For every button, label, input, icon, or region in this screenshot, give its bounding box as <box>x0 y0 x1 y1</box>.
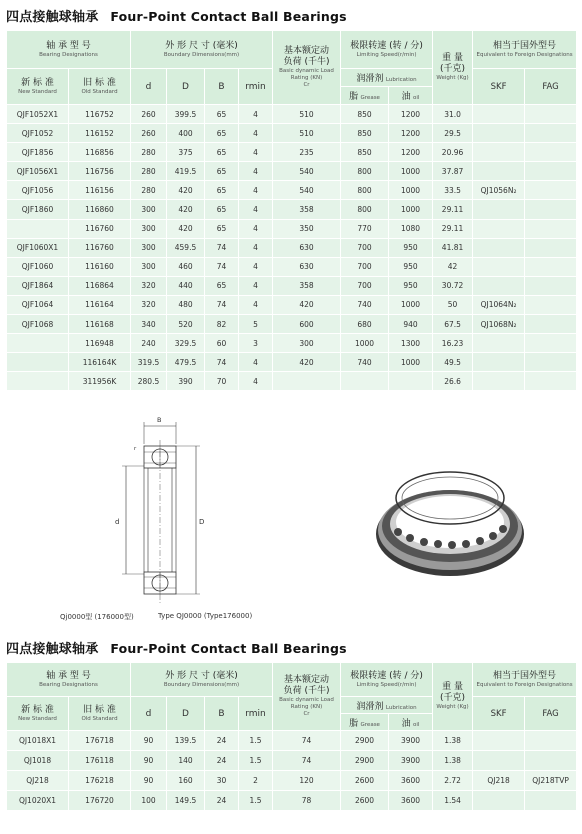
table-row <box>7 771 577 791</box>
cell-skf <box>473 334 525 353</box>
bearing-table-2 <box>6 662 577 811</box>
table-row <box>7 105 577 124</box>
cell-w: 29.11 <box>433 219 473 238</box>
label-B: B <box>157 416 162 424</box>
cell-D: 329.5 <box>167 334 205 353</box>
header-weight: 重 量 (千克) Weight (Kg) <box>433 663 473 731</box>
cell-grease: 850 <box>341 143 389 162</box>
table-row <box>7 143 577 162</box>
cell-grease: 700 <box>341 257 389 276</box>
cell-D: 400 <box>167 124 205 143</box>
cell-w: 41.81 <box>433 238 473 257</box>
cell-fag <box>525 295 577 314</box>
title-cn: 四点接触球轴承 <box>6 642 99 657</box>
cell-skf <box>473 124 525 143</box>
cell-skf: QJ1064N₂ <box>473 295 525 314</box>
header-oil: 油 oil <box>389 87 433 105</box>
bearing-cross-section-drawing <box>0 414 582 628</box>
cell-old: 311956K <box>69 372 131 391</box>
cell-oil: 1000 <box>389 200 433 219</box>
cell-r: 4 <box>239 295 273 314</box>
cell-skf <box>473 372 525 391</box>
cell-d: 280.5 <box>131 372 167 391</box>
cell-fag <box>525 162 577 181</box>
cell-d: 340 <box>131 315 167 334</box>
cell-r: 4 <box>239 105 273 124</box>
cell-B: 60 <box>205 334 239 353</box>
cell-D: 419.5 <box>167 162 205 181</box>
cell-fag <box>525 791 577 811</box>
table-row <box>7 124 577 143</box>
table-row <box>7 791 577 811</box>
cell-r: 1.5 <box>239 731 273 751</box>
cell-cr: 630 <box>273 257 341 276</box>
cell-w: 30.72 <box>433 276 473 295</box>
table-row <box>7 219 577 238</box>
cell-old: 116760 <box>69 238 131 257</box>
cell-skf <box>473 276 525 295</box>
cell-skf <box>473 731 525 751</box>
section-title-1 <box>6 6 347 25</box>
cell-fag <box>525 181 577 200</box>
cell-fag <box>525 219 577 238</box>
cell-B: 74 <box>205 238 239 257</box>
cell-w: 33.5 <box>433 181 473 200</box>
cell-D: 459.5 <box>167 238 205 257</box>
cell-grease: 770 <box>341 219 389 238</box>
cell-old: 116168 <box>69 315 131 334</box>
cell-new: QJ218 <box>7 771 69 791</box>
cell-r: 5 <box>239 315 273 334</box>
cell-d: 100 <box>131 791 167 811</box>
cell-cr: 358 <box>273 276 341 295</box>
cell-oil: 1300 <box>389 334 433 353</box>
cell-D: 160 <box>167 771 205 791</box>
cell-fag <box>525 257 577 276</box>
cell-oil: 1000 <box>389 295 433 314</box>
cell-new: QJF1856 <box>7 143 69 162</box>
cell-d: 300 <box>131 257 167 276</box>
cell-cr: 420 <box>273 353 341 372</box>
cell-r: 2 <box>239 771 273 791</box>
title-en: Four-Point Contact Ball Bearings <box>110 9 347 24</box>
cell-fag <box>525 124 577 143</box>
cell-grease: 700 <box>341 276 389 295</box>
header-equiv: 相当于国外型号 Equivalent to Foreign Designations <box>473 31 577 69</box>
cell-old: 116756 <box>69 162 131 181</box>
cell-B: 70 <box>205 372 239 391</box>
cell-new <box>7 334 69 353</box>
cell-D: 420 <box>167 200 205 219</box>
header-load: 基本额定动 负荷 (千牛) Basic dynamic Load Rating (KN) Cr <box>273 663 341 731</box>
cell-skf <box>473 105 525 124</box>
cell-r: 4 <box>239 219 273 238</box>
header-weight: 重 量 (千克) Weight (Kg) <box>433 31 473 105</box>
cell-B: 30 <box>205 771 239 791</box>
header-load: 基本额定动 负荷 (千牛) Basic dynamic Load Rating (KN) Cr <box>273 31 341 105</box>
header-skf: SKF <box>473 69 525 105</box>
table-row <box>7 181 577 200</box>
cell-new: QJF1060 <box>7 257 69 276</box>
cell-oil: 1000 <box>389 181 433 200</box>
header-skf: SKF <box>473 697 525 731</box>
cell-fag <box>525 353 577 372</box>
cell-D: 480 <box>167 295 205 314</box>
cell-w: 29.5 <box>433 124 473 143</box>
header-B: B <box>205 69 239 105</box>
cell-w: 1.54 <box>433 791 473 811</box>
cell-r: 4 <box>239 143 273 162</box>
cell-w: 26.6 <box>433 372 473 391</box>
cell-oil: 1080 <box>389 219 433 238</box>
cell-new <box>7 372 69 391</box>
cell-cr: 540 <box>273 181 341 200</box>
cell-skf <box>473 791 525 811</box>
cell-r: 1.5 <box>239 791 273 811</box>
cell-cr: 350 <box>273 219 341 238</box>
cell-fag <box>525 334 577 353</box>
cell-B: 65 <box>205 219 239 238</box>
cell-new: QJ1018 <box>7 751 69 771</box>
cell-fag <box>525 315 577 334</box>
cell-oil: 1200 <box>389 105 433 124</box>
cell-D: 139.5 <box>167 731 205 751</box>
cell-grease: 740 <box>341 295 389 314</box>
table-row <box>7 353 577 372</box>
cell-B: 65 <box>205 105 239 124</box>
cell-w: 1.38 <box>433 751 473 771</box>
cell-oil: 1200 <box>389 143 433 162</box>
cell-D: 149.5 <box>167 791 205 811</box>
cell-old: 116164 <box>69 295 131 314</box>
figure-caption-en: Type QJ0000 (Type176000) <box>158 612 253 620</box>
cell-old: 176218 <box>69 771 131 791</box>
title-en: Four-Point Contact Ball Bearings <box>110 641 347 656</box>
header-D: D <box>167 69 205 105</box>
cell-grease: 800 <box>341 162 389 181</box>
header-bearing: 轴 承 型 号 Bearing Designations <box>7 663 131 697</box>
cell-grease <box>341 372 389 391</box>
cell-r: 1.5 <box>239 751 273 771</box>
cell-old: 116152 <box>69 124 131 143</box>
cell-w: 50 <box>433 295 473 314</box>
cell-cr: 510 <box>273 124 341 143</box>
cell-old: 116948 <box>69 334 131 353</box>
cell-cr: 300 <box>273 334 341 353</box>
cell-oil: 3900 <box>389 731 433 751</box>
cell-d: 300 <box>131 238 167 257</box>
cell-fag <box>525 372 577 391</box>
cell-cr: 358 <box>273 200 341 219</box>
cell-grease: 2900 <box>341 751 389 771</box>
header-equiv: 相当于国外型号 Equivalent to Foreign Designations <box>473 663 577 697</box>
cell-B: 74 <box>205 257 239 276</box>
cell-grease: 2600 <box>341 791 389 811</box>
cell-B: 74 <box>205 353 239 372</box>
table-row <box>7 295 577 314</box>
cell-w: 20.96 <box>433 143 473 162</box>
cell-oil: 1000 <box>389 162 433 181</box>
header-d: d <box>131 697 167 731</box>
header-grease: 脂 Grease <box>341 714 389 731</box>
cell-old: 176118 <box>69 751 131 771</box>
cell-skf <box>473 353 525 372</box>
cell-cr: 600 <box>273 315 341 334</box>
cell-cr: 540 <box>273 162 341 181</box>
cell-old: 116156 <box>69 181 131 200</box>
cell-new: QJF1060X1 <box>7 238 69 257</box>
cell-w: 37.87 <box>433 162 473 181</box>
cell-cr: 630 <box>273 238 341 257</box>
cell-grease: 800 <box>341 181 389 200</box>
cell-d: 240 <box>131 334 167 353</box>
cell-oil: 940 <box>389 315 433 334</box>
cell-new <box>7 219 69 238</box>
cell-fag <box>525 105 577 124</box>
cell-old: 116860 <box>69 200 131 219</box>
cell-fag <box>525 238 577 257</box>
cell-new: QJF1056X1 <box>7 162 69 181</box>
cell-w: 16.23 <box>433 334 473 353</box>
cell-D: 140 <box>167 751 205 771</box>
title-cn: 四点接触球轴承 <box>6 10 99 25</box>
cell-grease: 850 <box>341 124 389 143</box>
table-row <box>7 731 577 751</box>
cell-d: 90 <box>131 751 167 771</box>
cell-d: 280 <box>131 181 167 200</box>
cell-D: 479.5 <box>167 353 205 372</box>
table-row <box>7 334 577 353</box>
cell-d: 319.5 <box>131 353 167 372</box>
cell-D: 520 <box>167 315 205 334</box>
cell-skf: QJ218 <box>473 771 525 791</box>
cell-grease: 740 <box>341 353 389 372</box>
section-title-2 <box>6 638 347 657</box>
cell-B: 65 <box>205 143 239 162</box>
table-row <box>7 162 577 181</box>
cell-skf: QJ1068N₂ <box>473 315 525 334</box>
cell-r: 3 <box>239 334 273 353</box>
cell-fag <box>525 276 577 295</box>
cell-oil: 950 <box>389 238 433 257</box>
cell-oil: 1000 <box>389 353 433 372</box>
header-fag: FAG <box>525 69 577 105</box>
bearing-table-1 <box>6 30 577 391</box>
cell-B: 74 <box>205 295 239 314</box>
cell-d: 320 <box>131 276 167 295</box>
table-row <box>7 751 577 771</box>
cell-cr: 74 <box>273 751 341 771</box>
label-D: D <box>199 518 205 526</box>
cell-oil: 1200 <box>389 124 433 143</box>
cell-cr: 78 <box>273 791 341 811</box>
cell-r: 4 <box>239 372 273 391</box>
cell-w: 49.5 <box>433 353 473 372</box>
cell-B: 65 <box>205 181 239 200</box>
cell-skf <box>473 200 525 219</box>
cell-new: QJF1052X1 <box>7 105 69 124</box>
cell-d: 320 <box>131 295 167 314</box>
cell-grease: 850 <box>341 105 389 124</box>
cell-fag <box>525 200 577 219</box>
cell-d: 300 <box>131 200 167 219</box>
header-bearing: 轴 承 型 号 Bearing Designations <box>7 31 131 69</box>
cell-B: 24 <box>205 751 239 771</box>
header-new: 新 标 准 New Standard <box>7 69 69 105</box>
cell-w: 1.38 <box>433 731 473 751</box>
cell-B: 24 <box>205 791 239 811</box>
table-row <box>7 276 577 295</box>
table-row <box>7 200 577 219</box>
cell-B: 65 <box>205 124 239 143</box>
cell-D: 420 <box>167 181 205 200</box>
cell-grease: 800 <box>341 200 389 219</box>
label-r: r <box>134 446 137 452</box>
figure-area <box>0 414 582 628</box>
cell-D: 375 <box>167 143 205 162</box>
cell-fag <box>525 751 577 771</box>
cell-new: QJ1018X1 <box>7 731 69 751</box>
header-speed: 极限转速 (转 / 分) Limiting Speed(r/min) <box>341 663 433 697</box>
cell-d: 280 <box>131 162 167 181</box>
table-row <box>7 315 577 334</box>
header-d: d <box>131 69 167 105</box>
cell-skf: QJ1056N₂ <box>473 181 525 200</box>
cell-r: 4 <box>239 124 273 143</box>
cell-cr: 510 <box>273 105 341 124</box>
cell-skf <box>473 143 525 162</box>
header-lubrication: 润滑剂 Lubrication <box>341 697 433 714</box>
cell-grease: 2600 <box>341 771 389 791</box>
table-row <box>7 238 577 257</box>
cell-new: QJ1020X1 <box>7 791 69 811</box>
cell-fag <box>525 731 577 751</box>
cell-r: 4 <box>239 238 273 257</box>
cell-new: QJF1860 <box>7 200 69 219</box>
cell-old: 176718 <box>69 731 131 751</box>
cell-d: 90 <box>131 771 167 791</box>
header-rmin: rmin <box>239 69 273 105</box>
cell-grease: 1000 <box>341 334 389 353</box>
cell-B: 82 <box>205 315 239 334</box>
figure-caption-cn: Qj0000型 (176000型) <box>60 613 134 621</box>
cell-new: QJF1068 <box>7 315 69 334</box>
header-grease: 脂 Grease <box>341 87 389 105</box>
cell-grease: 2900 <box>341 731 389 751</box>
header-D: D <box>167 697 205 731</box>
cell-oil: 3600 <box>389 771 433 791</box>
cell-oil: 3600 <box>389 791 433 811</box>
cell-new: QJF1052 <box>7 124 69 143</box>
header-speed: 极限转速 (转 / 分) Limiting Speed(r/min) <box>341 31 433 69</box>
cell-B: 24 <box>205 731 239 751</box>
cell-w: 29.11 <box>433 200 473 219</box>
cell-r: 4 <box>239 257 273 276</box>
cell-D: 390 <box>167 372 205 391</box>
cell-cr: 120 <box>273 771 341 791</box>
cell-grease: 700 <box>341 238 389 257</box>
cell-cr: 420 <box>273 295 341 314</box>
cell-fag <box>525 143 577 162</box>
cell-old: 116752 <box>69 105 131 124</box>
cell-d: 300 <box>131 219 167 238</box>
cell-B: 65 <box>205 276 239 295</box>
cell-new <box>7 353 69 372</box>
cell-D: 420 <box>167 219 205 238</box>
cell-oil: 3900 <box>389 751 433 771</box>
header-dims: 外 形 尺 寸 (毫米) Boundary Dimensions(mm) <box>131 31 273 69</box>
cell-D: 460 <box>167 257 205 276</box>
cell-r: 4 <box>239 200 273 219</box>
cell-r: 4 <box>239 276 273 295</box>
header-new: 新 标 准 New Standard <box>7 697 69 731</box>
cell-w: 67.5 <box>433 315 473 334</box>
cell-old: 116164K <box>69 353 131 372</box>
cell-skf <box>473 238 525 257</box>
header-dims: 外 形 尺 寸 (毫米) Boundary Dimensions(mm) <box>131 663 273 697</box>
header-lubrication: 润滑剂 Lubrication <box>341 69 433 87</box>
cell-old: 116160 <box>69 257 131 276</box>
cell-d: 280 <box>131 143 167 162</box>
cell-oil <box>389 372 433 391</box>
cell-w: 2.72 <box>433 771 473 791</box>
cell-r: 4 <box>239 353 273 372</box>
cell-D: 440 <box>167 276 205 295</box>
cell-d: 260 <box>131 124 167 143</box>
cell-old: 116856 <box>69 143 131 162</box>
cell-oil: 950 <box>389 257 433 276</box>
cell-d: 90 <box>131 731 167 751</box>
cell-skf <box>473 751 525 771</box>
cell-w: 42 <box>433 257 473 276</box>
cell-cr <box>273 372 341 391</box>
header-rmin: rmin <box>239 697 273 731</box>
header-fag: FAG <box>525 697 577 731</box>
cell-D: 399.5 <box>167 105 205 124</box>
header-B: B <box>205 697 239 731</box>
cell-new: QJF1864 <box>7 276 69 295</box>
table-row <box>7 372 577 391</box>
header-old: 旧 标 准 Old Standard <box>69 69 131 105</box>
cell-old: 116760 <box>69 219 131 238</box>
header-oil: 油 oil <box>389 714 433 731</box>
cell-old: 176720 <box>69 791 131 811</box>
cell-B: 65 <box>205 200 239 219</box>
cell-d: 260 <box>131 105 167 124</box>
cell-grease: 680 <box>341 315 389 334</box>
cell-oil: 950 <box>389 276 433 295</box>
cell-w: 31.0 <box>433 105 473 124</box>
cell-skf <box>473 162 525 181</box>
cell-cr: 235 <box>273 143 341 162</box>
cell-skf <box>473 257 525 276</box>
cell-old: 116864 <box>69 276 131 295</box>
label-d: d <box>115 518 120 526</box>
cell-cr: 74 <box>273 731 341 751</box>
header-old: 旧 标 准 Old Standard <box>69 697 131 731</box>
table-row <box>7 257 577 276</box>
cell-new: QJF1064 <box>7 295 69 314</box>
cell-r: 4 <box>239 162 273 181</box>
cell-r: 4 <box>239 181 273 200</box>
cell-B: 65 <box>205 162 239 181</box>
cell-skf <box>473 219 525 238</box>
cell-new: QJF1056 <box>7 181 69 200</box>
cell-fag: QJ218TVP <box>525 771 577 791</box>
